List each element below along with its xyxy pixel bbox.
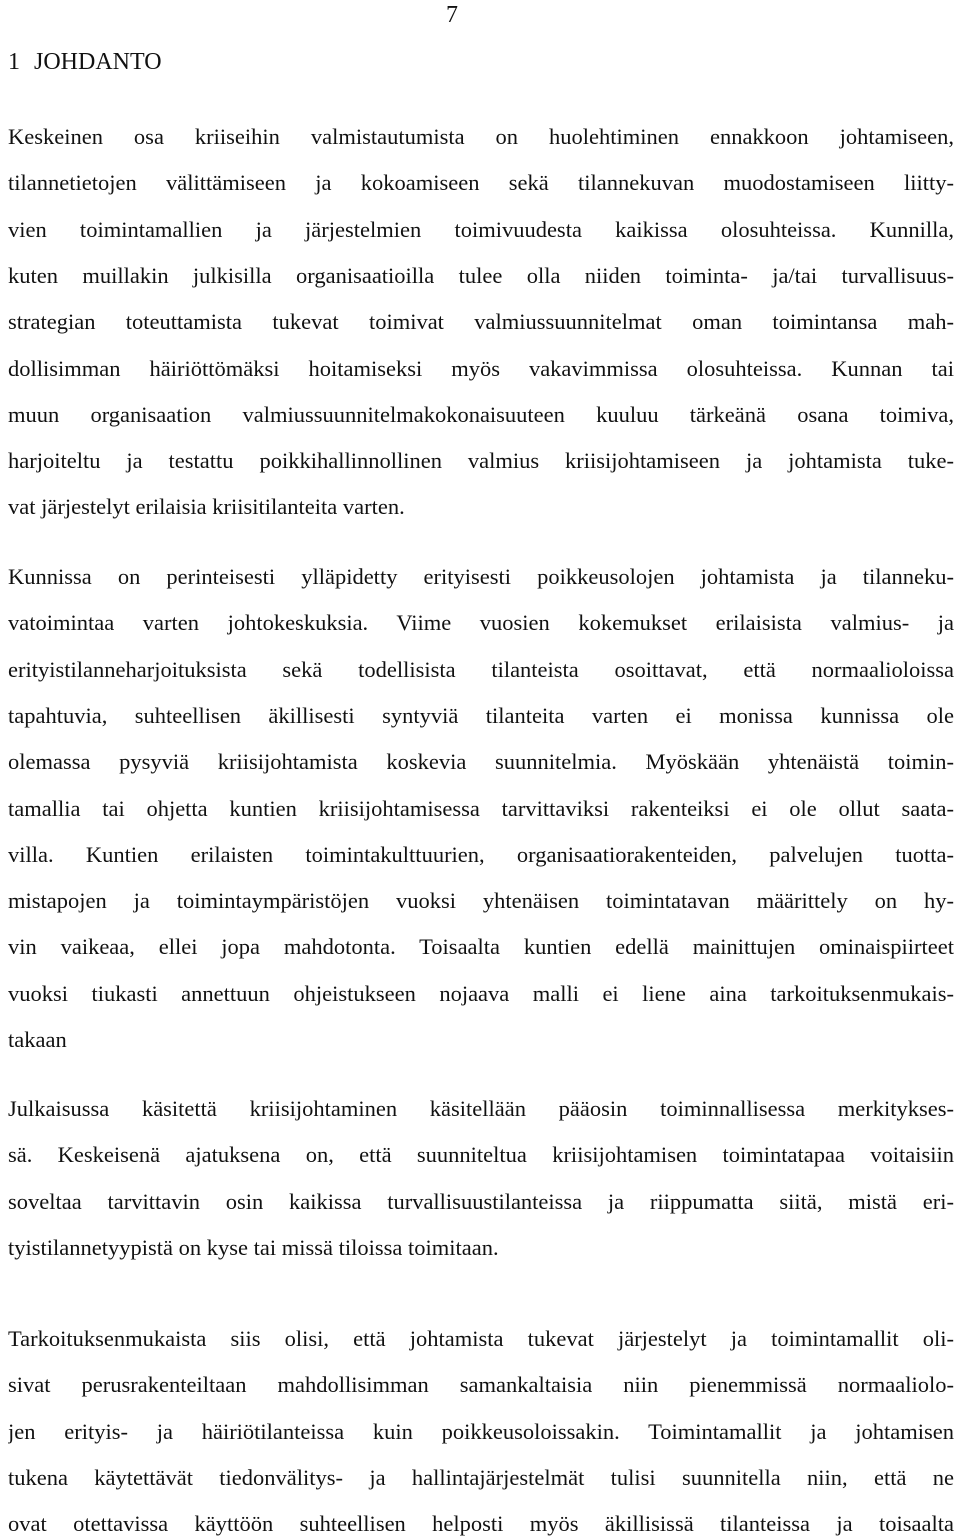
text-line: Tarkoituksenmukaista siis olisi, että johtamista tukevat järjestelyt ja toimintamallit oli- — [8, 1326, 954, 1351]
text-line: sivat perusrakenteiltaan mahdollisimman samankaltaisia niin pienemmissä normaaliolo- — [8, 1372, 954, 1398]
text-line: vien toimintamallien ja järjestelmien toimivuudesta kaikissa olosuhteissa. Kunnilla, — [8, 216, 954, 242]
text-line: tyistilannetyypistä on kyse tai missä tiloissa toimitaan. — [8, 1234, 499, 1260]
section-title: JOHDANTO — [34, 49, 162, 75]
text-line: tapahtuvia, suhteellisen äkillisesti syntyviä tilanteita varten ei monissa kunnissa ole — [8, 702, 954, 728]
text-line: vat järjestelyt erilaisia kriisitilanteita varten. — [8, 494, 405, 520]
text-line: dollisimman häiriöttömäksi hoitamiseksi myös vakavimmissa olosuhteissa. Kunnan tai — [8, 355, 954, 381]
text-line: takaan — [8, 1027, 67, 1052]
page-number: 7 — [446, 2, 458, 28]
text-line: vuoksi tiukasti annettuun ohjeistukseen nojaava malli ei liene aina tarkoituksenmukais- — [8, 980, 954, 1006]
section-heading — [8, 46, 162, 78]
text-line: jen erityis- ja häiriötilanteissa kuin poikkeusoloissakin. Toimintamallit ja johtamisen — [8, 1418, 954, 1444]
text-line: vin vaikeaa, ellei jopa mahdotonta. Toisaalta kuntien edellä mainittujen ominaispiirteet — [8, 934, 954, 960]
text-line: Keskeinen osa kriiseihin valmistautumista on huolehtiminen ennakkoon johtamiseen, — [8, 124, 954, 149]
text-line: Julkaisussa käsitettä kriisijohtaminen käsitellään pääosin toiminnallisessa merkitykses- — [8, 1096, 954, 1121]
text-line: strategian toteuttamista tukevat toimivat valmiussuunnitelmat oman toimintansa mah- — [8, 309, 954, 335]
text-line: tamallia tai ohjetta kuntien kriisijohtamisessa tarvittaviksi rakenteiksi ei ole ollut saata- — [8, 795, 954, 821]
text-line: muun organisaation valmiussuunnitelmakokonaisuuteen kuuluu tärkeänä osana toimiva, — [8, 401, 954, 427]
text-line: vatoimintaa varten johtokeskuksia. Viime vuosien kokemukset erilaisista valmius- ja — [8, 610, 954, 636]
text-line: tilannetietojen välittämiseen ja kokoamiseen sekä tilannekuvan muodostamiseen liitty- — [8, 170, 954, 196]
text-line: sä. Keskeisenä ajatuksena on, että suunniteltua kriisijohtamisen toimintatapaa voitaisiin — [8, 1142, 954, 1168]
text-line: kuten muillakin julkisilla organisaatioilla tulee olla niiden toiminta- ja/tai turvallisuus- — [8, 262, 954, 288]
text-line: mistapojen ja toimintaympäristöjen vuoksi yhtenäisen toimintatavan määrittely on hy- — [8, 888, 954, 914]
text-line: harjoiteltu ja testattu poikkihallinnollinen valmius kriisijohtamiseen ja johtamista tuke- — [8, 448, 954, 474]
text-line: soveltaa tarvittavin osin kaikissa turvallisuustilanteissa ja riippumatta siitä, mistä eri- — [8, 1188, 954, 1214]
text-line: villa. Kuntien erilaisten toimintakulttuurien, organisaatiorakenteiden, palvelujen tuotta- — [8, 841, 954, 867]
text-line: olemassa pysyviä kriisijohtamista koskevia suunnitelmia. Myöskään yhtenäistä toimin- — [8, 749, 954, 775]
text-line: tukena käytettävät tiedonvälitys- ja hallintajärjestelmät tulisi suunnitella niin, että ne — [8, 1464, 954, 1490]
text-line: ovat otettavissa käyttöön suhteellisen helposti myös äkillisissä tilanteissa ja toisaalta — [8, 1511, 954, 1537]
section-number: 1 — [8, 49, 20, 75]
text-line: Kunnissa on perinteisesti ylläpidetty erityisesti poikkeusolojen johtamista ja tilanneku- — [8, 564, 954, 589]
text-line: erityistilanneharjoituksista sekä todellisista tilanteista osoittavat, että normaalioloissa — [8, 656, 954, 682]
